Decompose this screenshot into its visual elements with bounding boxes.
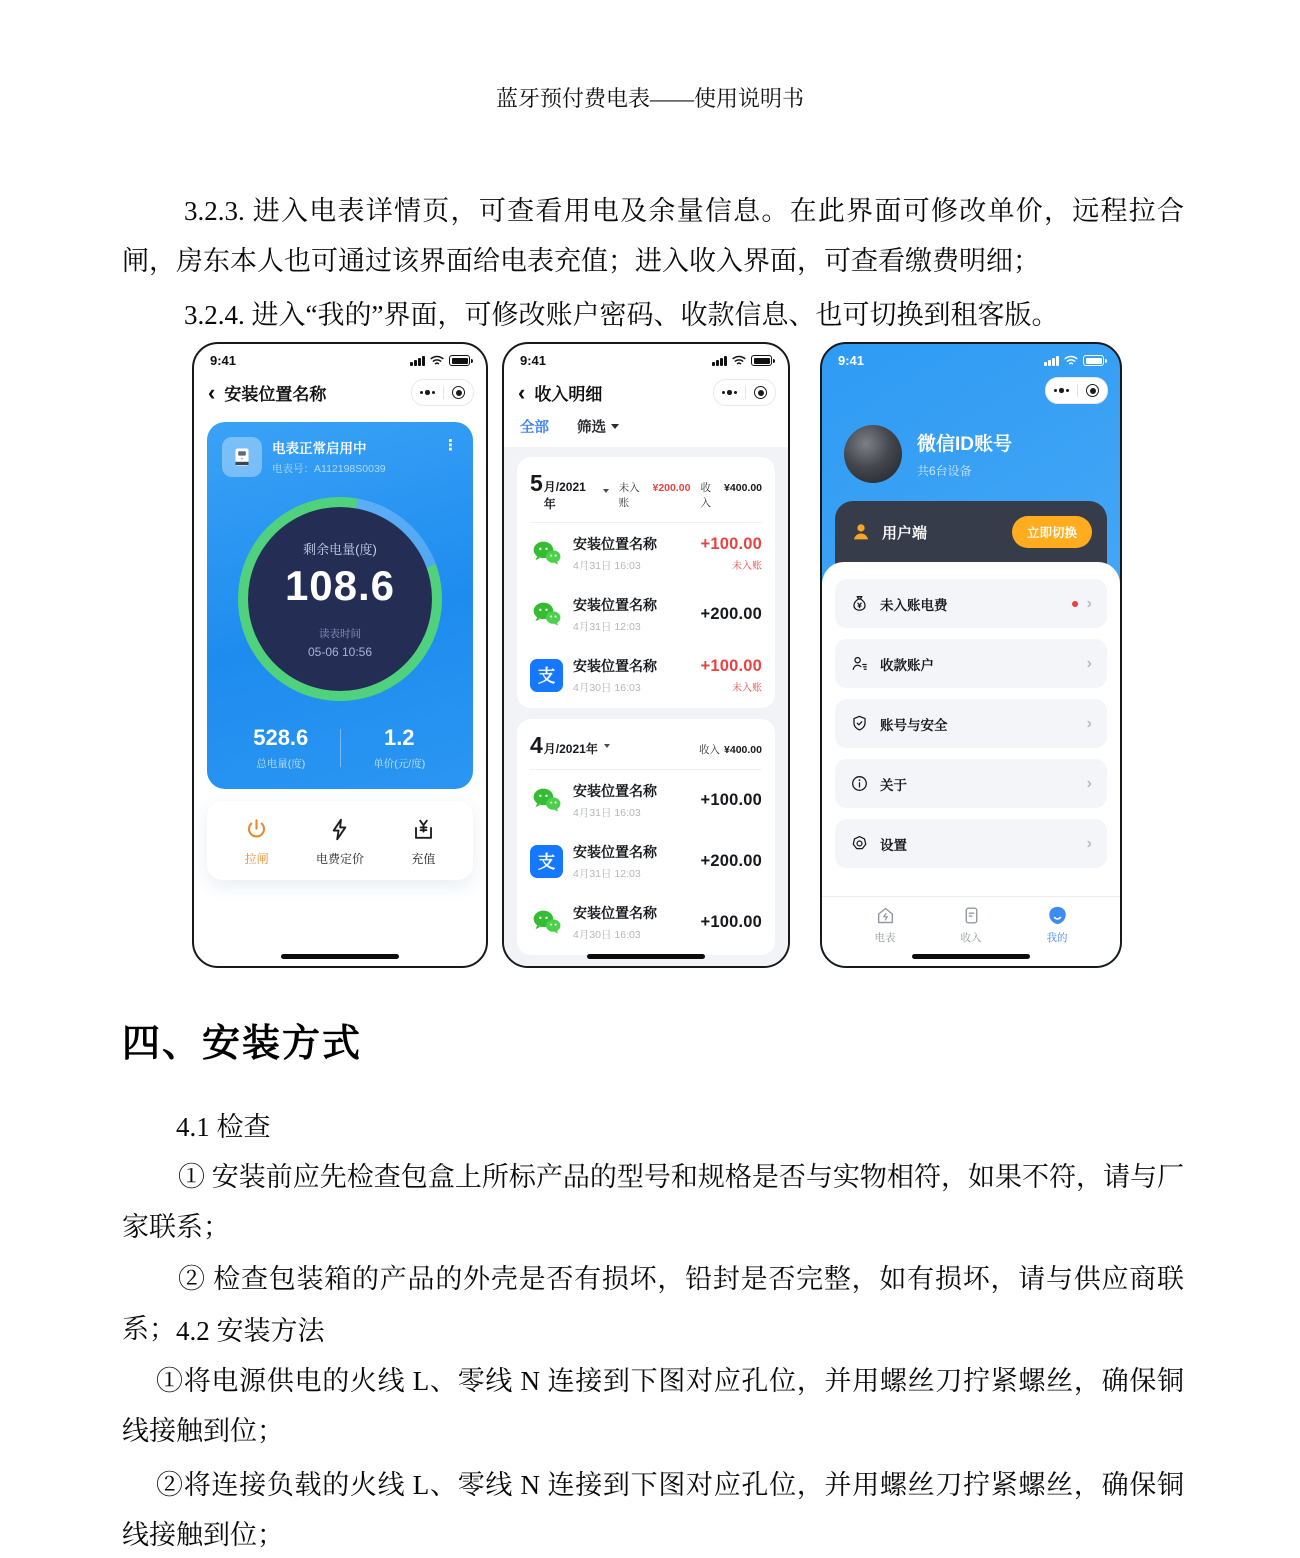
action-bar bbox=[207, 801, 473, 880]
more-icon[interactable] bbox=[412, 390, 444, 395]
user-icon bbox=[850, 521, 872, 543]
transaction-date: 4月31日 16:03 bbox=[573, 560, 641, 572]
close-circle-icon[interactable] bbox=[1086, 384, 1099, 397]
transaction-name: 安装位置名称 bbox=[573, 783, 657, 799]
status-bar bbox=[194, 344, 486, 370]
filter-dropdown[interactable]: 筛选 bbox=[577, 416, 619, 437]
transaction-row[interactable] bbox=[530, 892, 762, 953]
tab-all[interactable]: 全部 bbox=[520, 420, 549, 436]
read-time-label: 读表时间 bbox=[319, 628, 361, 640]
signal-icon bbox=[410, 356, 425, 366]
status-time: 9:41 bbox=[838, 353, 865, 368]
unbilled-flag: 未入账 bbox=[732, 561, 762, 572]
gauge-label: 剩余电量(度) bbox=[303, 542, 377, 557]
month-year: 月/2021年 bbox=[543, 742, 598, 756]
meter-card bbox=[207, 422, 473, 789]
dropdown-arrow-icon[interactable] bbox=[604, 744, 610, 748]
close-circle-icon[interactable] bbox=[452, 386, 465, 399]
svg-text:支: 支 bbox=[537, 852, 556, 873]
document-header: 蓝牙预付费电表——使用说明书 bbox=[495, 86, 804, 111]
transaction-amount: +100.00 bbox=[700, 657, 762, 675]
switch-now-button[interactable]: 立即切换 bbox=[1012, 516, 1092, 548]
alipay-icon bbox=[530, 659, 563, 692]
role-label: 用户端 bbox=[882, 524, 928, 542]
profile-header bbox=[822, 404, 1120, 483]
meter-stats bbox=[222, 725, 458, 771]
pull-switch-button[interactable]: 拉闸 bbox=[215, 817, 298, 867]
wifi-icon bbox=[1064, 355, 1078, 366]
alipay-icon bbox=[530, 845, 563, 878]
more-icon[interactable] bbox=[1046, 388, 1078, 393]
check-item-2: ② 检查包装箱的产品的外壳是否有损坏，铅封是否完整，如有损坏，请与供应商联系； bbox=[122, 1264, 1184, 1344]
menu-item-unbilled-fees[interactable] bbox=[835, 579, 1107, 628]
menu-item-label: 未入账电费 bbox=[880, 597, 948, 613]
unbilled-summary: 未入账 ¥200.00 bbox=[618, 482, 691, 509]
status-bar bbox=[822, 344, 1120, 370]
menu-item-settings[interactable] bbox=[835, 819, 1107, 868]
transaction-date: 4月31日 16:03 bbox=[573, 807, 641, 819]
notification-dot bbox=[1072, 601, 1078, 607]
transaction-date: 4月31日 12:03 bbox=[573, 868, 641, 880]
subsection-4-1: 4.1 检查 bbox=[176, 1112, 271, 1142]
menu-item-account-security[interactable] bbox=[835, 699, 1107, 748]
unit-price-label: 单价(元/度) bbox=[373, 758, 426, 770]
status-time: 9:41 bbox=[210, 353, 237, 368]
info-icon bbox=[850, 774, 869, 793]
battery-icon bbox=[1083, 355, 1104, 366]
gauge-value: 108.6 bbox=[284, 562, 396, 609]
chevron-right-icon: › bbox=[1086, 774, 1092, 792]
tab-meter[interactable]: 电表 bbox=[842, 905, 928, 945]
total-energy-label: 总电量(度) bbox=[256, 758, 306, 770]
transaction-name: 安装位置名称 bbox=[573, 905, 657, 921]
month-number: 5 bbox=[530, 470, 543, 496]
month-number: 4 bbox=[530, 732, 543, 758]
tab-bar bbox=[822, 896, 1120, 948]
month-group-card bbox=[517, 457, 775, 708]
status-icons bbox=[410, 355, 470, 366]
miniprogram-capsule[interactable] bbox=[1045, 377, 1109, 404]
device-count: 共6台设备 bbox=[917, 464, 972, 478]
install-item-2: ②将连接负载的火线 L、零线 N 连接到下图对应孔位，并用螺丝刀拧紧螺丝，确保铜线接触到位； bbox=[122, 1470, 1184, 1550]
bolt-icon bbox=[327, 817, 352, 842]
kebab-menu-icon[interactable]: ⋮ bbox=[443, 437, 458, 454]
transaction-name: 安装位置名称 bbox=[573, 597, 657, 613]
status-icons bbox=[712, 355, 772, 366]
transaction-name: 安装位置名称 bbox=[573, 536, 657, 552]
paragraph-3-2-4: 3.2.4. 进入“我的”界面，可修改账户密码、收款信息、也可切换到租客版。 bbox=[184, 300, 1059, 330]
miniprogram-capsule[interactable] bbox=[713, 379, 777, 406]
page-title: 安装位置名称 bbox=[224, 385, 327, 404]
chevron-right-icon: › bbox=[1086, 834, 1092, 852]
profile-name: 微信ID账号 bbox=[917, 434, 1013, 455]
transaction-amount: +100.00 bbox=[700, 535, 762, 553]
filter-tabs bbox=[504, 414, 788, 447]
price-setting-button[interactable]: 电费定价 bbox=[298, 817, 381, 867]
signal-icon bbox=[1044, 356, 1059, 366]
home-indicator bbox=[281, 954, 399, 959]
section-heading-installation: 四、安装方式 bbox=[122, 1023, 363, 1065]
meter-device-icon bbox=[222, 437, 262, 477]
chevron-right-icon: › bbox=[1086, 594, 1092, 612]
subsection-4-2: 4.2 安装方法 bbox=[176, 1316, 325, 1346]
month-year: 月/2021年 bbox=[543, 480, 586, 511]
transaction-amount: +200.00 bbox=[700, 852, 762, 870]
status-icons bbox=[1044, 355, 1104, 366]
remaining-energy-gauge bbox=[238, 497, 442, 701]
meter-number: 电表号：A112198S0039 bbox=[272, 463, 386, 475]
screenshot-profile bbox=[820, 342, 1122, 968]
menu-item-payee-account[interactable] bbox=[835, 639, 1107, 688]
status-bar bbox=[504, 344, 788, 370]
screenshot-income-detail bbox=[502, 342, 790, 968]
meter-tab-icon bbox=[875, 905, 896, 926]
back-icon[interactable]: ‹ bbox=[208, 379, 216, 405]
income-summary: 收入 ¥400.00 bbox=[699, 744, 762, 756]
paragraph-3-2-3: 3.2.3. 进入电表详情页，可查看用电及余量信息。在此界面可修改单价，远程拉合闸，房东本人也可通过该界面给电表充值；进入收入界面，可查看缴费明细； bbox=[122, 196, 1184, 276]
moneybag-icon bbox=[850, 594, 869, 613]
meter-status-text: 电表正常启用中 bbox=[272, 441, 367, 456]
back-icon[interactable]: ‹ bbox=[518, 379, 526, 405]
battery-icon bbox=[751, 355, 772, 366]
check-item-1: ① 安装前应先检查包盒上所标产品的型号和规格是否与实物相符，如果不符，请与厂家联系； bbox=[122, 1162, 1184, 1242]
menu-item-label: 收款账户 bbox=[880, 657, 934, 673]
transaction-date: 4月31日 12:03 bbox=[573, 621, 641, 633]
wifi-icon bbox=[430, 355, 444, 366]
chevron-right-icon: › bbox=[1086, 654, 1092, 672]
unit-price-value: 1.2 bbox=[383, 725, 415, 750]
power-icon bbox=[244, 817, 269, 842]
transaction-row[interactable] bbox=[530, 584, 762, 645]
payee-account-icon bbox=[850, 654, 869, 673]
wifi-icon bbox=[732, 355, 746, 366]
install-item-1: ①将电源供电的火线 L、零线 N 连接到下图对应孔位，并用螺丝刀拧紧螺丝，确保铜线接触到位； bbox=[122, 1366, 1184, 1446]
menu-item-label: 设置 bbox=[880, 837, 907, 853]
more-icon[interactable] bbox=[714, 390, 746, 395]
wechat-pay-icon bbox=[530, 784, 563, 817]
transaction-amount: +100.00 bbox=[700, 791, 762, 809]
transaction-amount: +100.00 bbox=[700, 913, 762, 931]
month-group-card bbox=[517, 719, 775, 955]
screenshot-meter-detail bbox=[192, 342, 488, 968]
gear-icon bbox=[850, 834, 869, 853]
transaction-name: 安装位置名称 bbox=[573, 844, 657, 860]
dropdown-arrow-icon[interactable] bbox=[603, 489, 609, 493]
tab-income[interactable]: 收入 bbox=[928, 905, 1014, 945]
read-time-value: 05-06 10:56 bbox=[307, 645, 373, 659]
status-time: 9:41 bbox=[520, 353, 547, 368]
battery-icon bbox=[449, 355, 470, 366]
home-indicator bbox=[587, 954, 705, 959]
income-tab-icon bbox=[961, 905, 982, 926]
shield-check-icon bbox=[850, 714, 869, 733]
avatar[interactable] bbox=[844, 425, 902, 483]
wechat-pay-icon bbox=[530, 537, 563, 570]
transaction-name: 安装位置名称 bbox=[573, 658, 657, 674]
unbilled-flag: 未入账 bbox=[732, 683, 762, 694]
signal-icon bbox=[712, 356, 727, 366]
nav-bar bbox=[194, 370, 486, 414]
nav-bar bbox=[504, 370, 788, 414]
close-circle-icon[interactable] bbox=[754, 386, 767, 399]
home-indicator bbox=[912, 954, 1030, 959]
recharge-button[interactable]: 充值 bbox=[382, 817, 465, 867]
transaction-row[interactable] bbox=[530, 645, 762, 706]
transaction-date: 4月30日 16:03 bbox=[573, 929, 641, 941]
transaction-row[interactable] bbox=[530, 770, 762, 831]
mine-tab-icon bbox=[1047, 905, 1068, 926]
miniprogram-capsule[interactable] bbox=[411, 379, 475, 406]
page-title: 收入明细 bbox=[534, 385, 603, 404]
svg-text:支: 支 bbox=[537, 666, 556, 687]
recharge-yuan-icon bbox=[411, 817, 436, 842]
dropdown-arrow-icon bbox=[611, 424, 619, 429]
menu-sheet bbox=[822, 562, 1120, 966]
tab-mine[interactable]: 我的 bbox=[1014, 905, 1100, 945]
menu-item-label: 账号与安全 bbox=[880, 717, 948, 733]
chevron-right-icon: › bbox=[1086, 714, 1092, 732]
income-summary: 收入 ¥400.00 bbox=[700, 482, 763, 509]
menu-item-about[interactable] bbox=[835, 759, 1107, 808]
transaction-row[interactable] bbox=[530, 523, 762, 584]
transaction-amount: +200.00 bbox=[700, 605, 762, 623]
income-list bbox=[504, 447, 788, 966]
wechat-pay-icon bbox=[530, 598, 563, 631]
wechat-pay-icon bbox=[530, 906, 563, 939]
total-energy-value: 528.6 bbox=[253, 725, 309, 750]
menu-item-label: 关于 bbox=[880, 777, 907, 793]
transaction-date: 4月30日 16:03 bbox=[573, 682, 641, 694]
transaction-row[interactable] bbox=[530, 831, 762, 892]
